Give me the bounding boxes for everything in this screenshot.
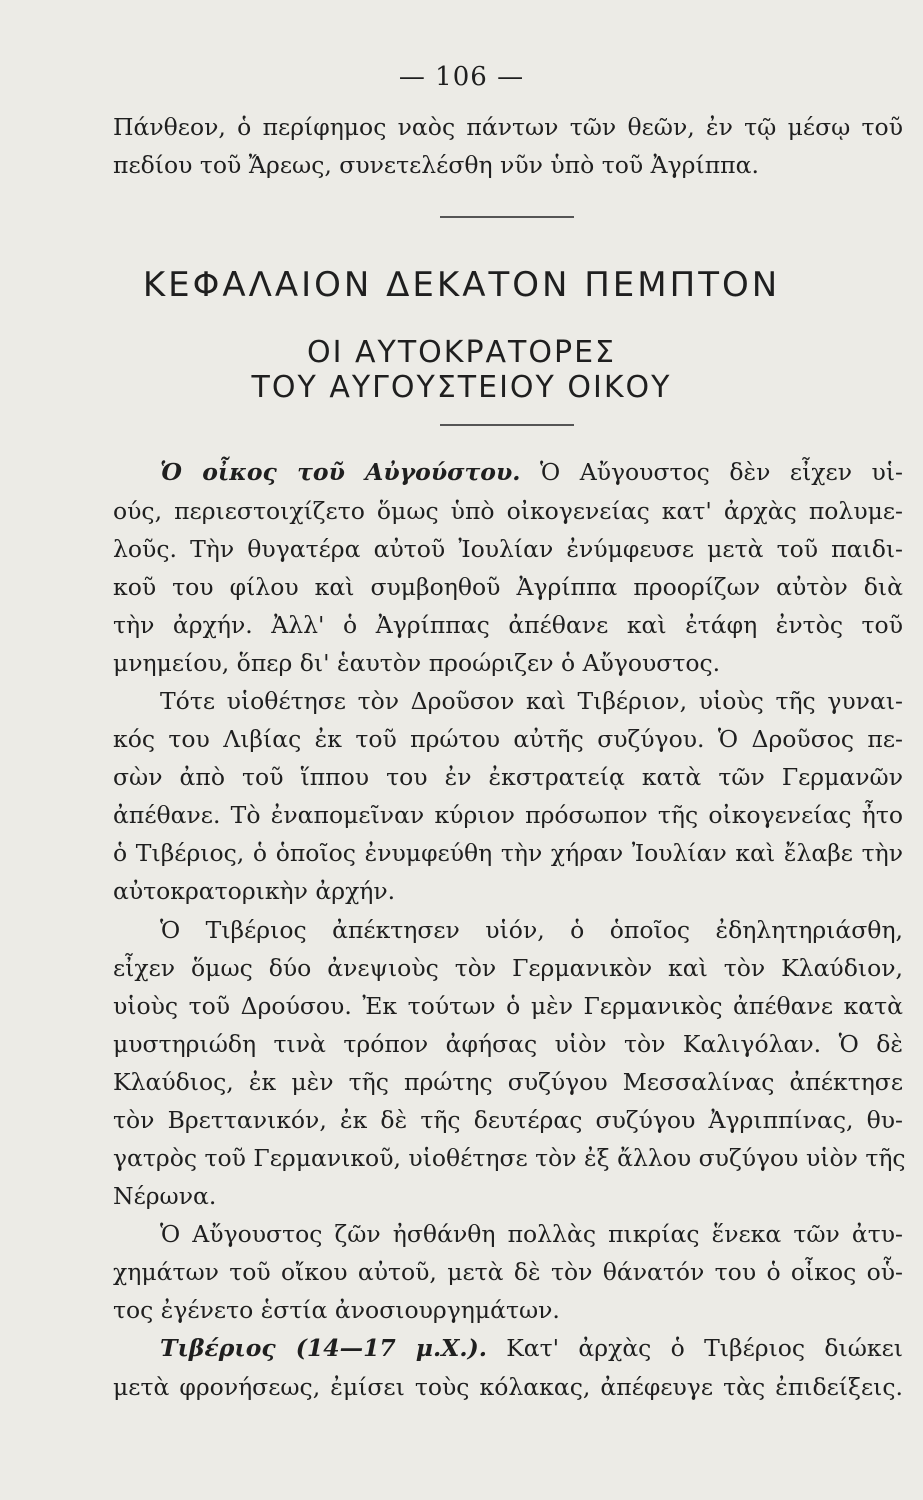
body-line: Ὁ Τιβέριος ἀπέκτησεν υἱόν, ὁ ὁποῖος ἐδηλητηριάσθη, [160,916,903,944]
body-line: κοῦ του φίλου καὶ συμβοηθοῦ Ἀγρίππα προορίζων αὐτὸν διὰ [113,573,903,601]
last-line: μετὰ φρονήσεως, ἐμίσει τοὺς κόλακας, ἀπέφευγε τὰς ἐπιδείξεις. [113,1373,903,1401]
body-line: Κλαύδιος, ἐκ μὲν τῆς πρώτης συζύγου Μεσσαλίνας ἀπέκτησε [113,1068,903,1096]
body-line: μυστηριώδη τινὰ τρόπον ἀφήσας υἱὸν τὸν Καλιγόλαν. Ὁ δὲ [113,1030,903,1058]
body-line: λοῦς. Τὴν θυγατέρα αὐτοῦ Ἰουλίαν ἐνύμφευσε μετὰ τοῦ παιδι- [113,535,903,563]
body-line: ὁ Τιβέριος, ὁ ὁποῖος ἐνυμφεύθη τὴν χήραν Ἰουλίαν καὶ ἔλαβε τὴν [113,839,903,867]
body-line: εἶχεν ὅμως δύο ἀνεψιοὺς τὸν Γερμανικὸν καὶ τὸν Κλαύδιον, [113,954,903,982]
body-line: τὴν ἀρχήν. Ἀλλ' ὁ Ἀγρίππας ἀπέθανε καὶ ἐτάφη ἐντὸς τοῦ [113,611,903,639]
title-line-2: ΤΟΥ ΑΥΓΟΥΣΤΕΙΟΥ ΟΙΚΟΥ [251,370,672,405]
section1-heading: Ὁ οἶκος τοῦ Αὐγούστου. [160,458,521,486]
body-line: χημάτων τοῦ οἴκου αὐτοῦ, μετὰ δὲ τὸν θάνατόν του ὁ οἶκος οὗ- [113,1258,903,1286]
intro-line-2: πεδίου τοῦ Ἄρεως, συνετελέσθη νῦν ὑπὸ τοῦ Ἀγρίππα. [113,151,759,179]
body-line: γατρὸς τοῦ Γερμανικοῦ, υἱοθέτησε τὸν ἐξ ἄλλου συζύγου υἱὸν τῆς [113,1144,906,1172]
body-line: ούς, περιεστοιχίζετο ὅμως ὑπὸ οἰκογενείας κατ' ἀρχὰς πολυμε- [113,497,903,525]
section2-heading: Τιβέριος (14—17 μ.Χ.). [160,1334,487,1362]
separator-rule-top [440,216,574,218]
body-line: ἀπέθανε. Τὸ ἐναπομεῖναν κύριον πρόσωπον τῆς οἰκογενείας ἦτο [113,801,903,829]
title-line-1: ΟΙ ΑΥΤΟΚΡΑΤΟΡΕΣ [306,335,616,370]
body-line: αὐτοκρατορικὴν ἀρχήν. [113,877,396,905]
body-line: τὸν Βρεττανικόν, ἐκ δὲ τῆς δευτέρας συζύγου Ἀγριππίνας, θυ- [113,1106,903,1134]
body-line: σὼν ἀπὸ τοῦ ἵππου του ἐν ἐκστρατείᾳ κατὰ τῶν Γερμανῶν [113,763,903,791]
section1-first-text: Ὁ Αὔγουστος δὲν εἶχεν υἱ- [540,458,903,486]
page-number: — 106 — [398,62,525,92]
body-line: Νέρωνα. [113,1182,217,1210]
intro-line-1: Πάνθεον, ὁ περίφημος ναὸς πάντων τῶν θεῶν, ἐν τῷ μέσῳ τοῦ [113,113,903,141]
body-line: υἱοὺς τοῦ Δρούσου. Ἐκ τούτων ὁ μὲν Γερμανικὸς ἀπέθανε κατὰ [113,992,903,1020]
chapter-heading: ΚΕΦΑΛΑΙΟΝ ΔΕΚΑΤΟΝ ΠΕΜΠΤΟΝ [142,265,781,305]
body-line: κός του Λιβίας ἐκ τοῦ πρώτου αὐτῆς συζύγου. Ὁ Δροῦσος πε- [113,725,903,753]
section2-first-text: Κατ' ἀρχὰς ὁ Τιβέριος διώκει [506,1334,903,1362]
body-line: τος ἐγένετο ἑστία ἀνοσιουργημάτων. [113,1296,560,1324]
section2-first-line [160,1334,903,1362]
body-line: Ὁ Αὔγουστος ζῶν ἠσθάνθη πολλὰς πικρίας ἕνεκα τῶν ἀτυ- [160,1220,903,1248]
separator-rule-bottom [440,424,574,426]
section1-first-line [160,458,903,486]
body-line: μνημείου, ὅπερ δι' ἑαυτὸν προώριζεν ὁ Αὔγουστος. [113,649,721,677]
body-line: Τότε υἱοθέτησε τὸν Δροῦσον καὶ Τιβέριον, υἱοὺς τῆς γυναι- [160,687,903,715]
